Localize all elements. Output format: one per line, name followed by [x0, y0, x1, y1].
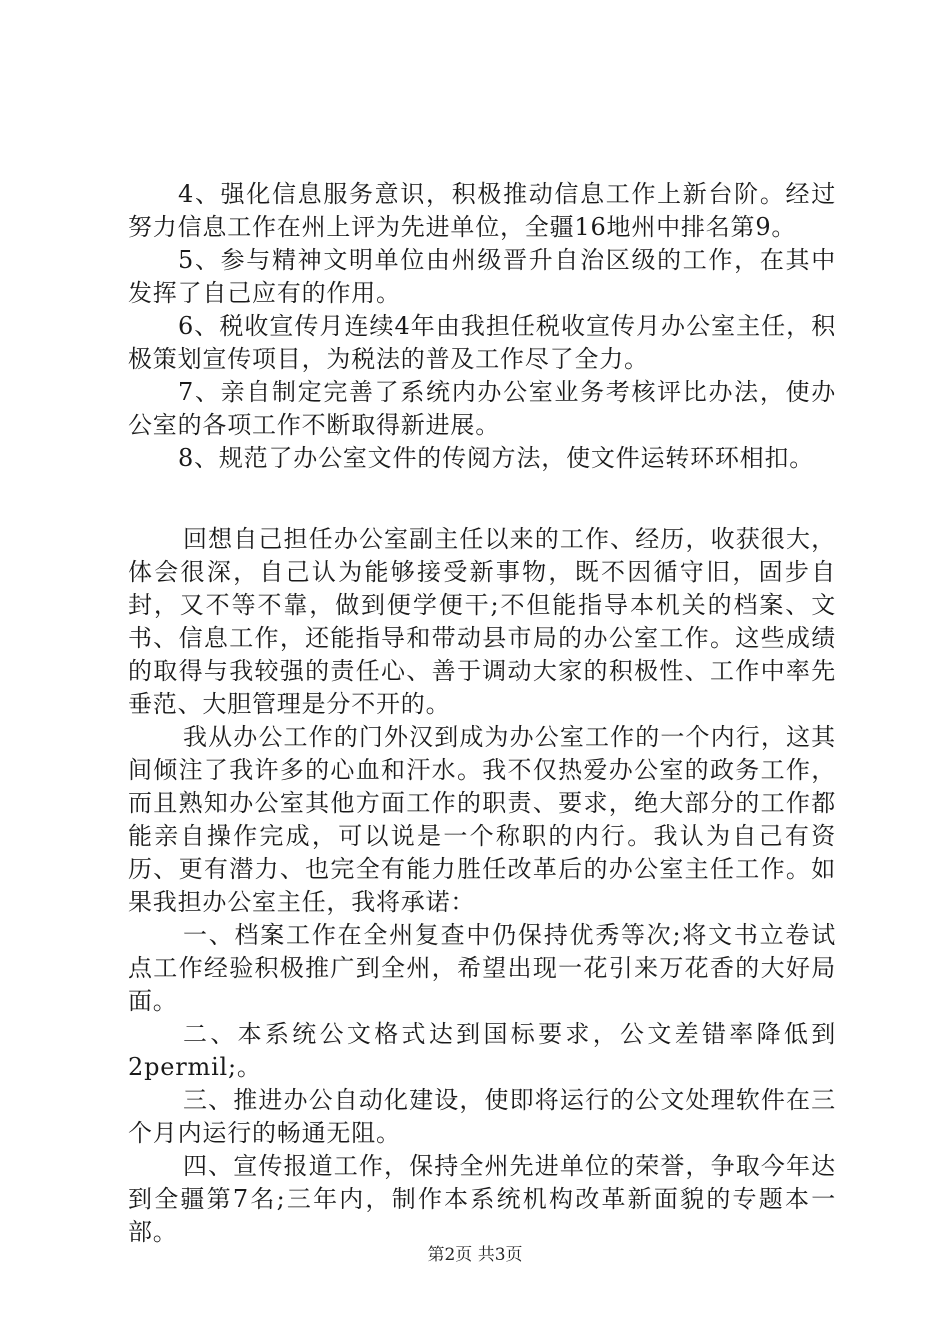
paragraph-item-4: 4、强化信息服务意识，积极推动信息工作上新台阶。经过努力信息工作在州上评为先进单位，全疆16地州中排名第9。 — [128, 180, 836, 241]
paragraph-gap — [128, 475, 836, 523]
paragraph-item-8: 8、规范了办公室文件的传阅方法，使文件运转环环相扣。 — [178, 444, 815, 472]
paragraph-commitment-4: 四、宣传报道工作，保持全州先进单位的荣誉，争取今年达到全疆第7名;三年内，制作本系统机构改革新面貌的专题本一部。 — [128, 1152, 836, 1246]
paragraph-experience: 我从办公工作的门外汉到成为办公室工作的一个内行，这其间倾注了我许多的心血和汗水。我不仅热爱办公室的政务工作，而且熟知办公室其他方面工作的职责、要求，绝大部分的工作都能亲自操作完成，可以说是一个称职的内行。我认为自己有资历、更有潜力、也完全有能力胜任改革后的办公室主任工作。如果我担办公室主任，我将承诺： — [128, 723, 836, 916]
paragraph-item-5: 5、参与精神文明单位由州级晋升自治区级的工作，在其中发挥了自己应有的作用。 — [128, 246, 836, 307]
paragraph-commitment-1: 一、档案工作在全州复查中仍保持优秀等次;将文书立卷试点工作经验积极推广到全州，希望出现一花引来万花香的大好局面。 — [128, 921, 836, 1015]
paragraph-reflection: 回想自己担任办公室副主任以来的工作、经历，收获很大，体会很深，自己认为能够接受新事物，既不因循守旧，固步自封，又不等不靠，做到便学便干;不但能指导本机关的档案、文书、信息工作，还能指导和带动县市局的办公室工作。这些成绩的取得与我较强的责任心、善于调动大家的积极性、工作中率先垂范、大胆管理是分不开的。 — [128, 525, 836, 718]
paragraph-commitment-2: 二、本系统公文格式达到国标要求，公文差错率降低到2permil;。 — [128, 1020, 836, 1081]
page-footer: 第2页 共3页 — [427, 1245, 523, 1265]
paragraph-commitment-3: 三、推进办公自动化建设，使即将运行的公文处理软件在三个月内运行的畅通无阻。 — [128, 1086, 836, 1147]
document-body — [128, 178, 836, 1249]
paragraph-item-7: 7、亲自制定完善了系统内办公室业务考核评比办法，使办公室的各项工作不断取得新进展。 — [128, 378, 836, 439]
paragraph-item-6: 6、税收宣传月连续4年由我担任税收宣传月办公室主任，积极策划宣传项目，为税法的普及工作尽了全力。 — [128, 312, 836, 373]
